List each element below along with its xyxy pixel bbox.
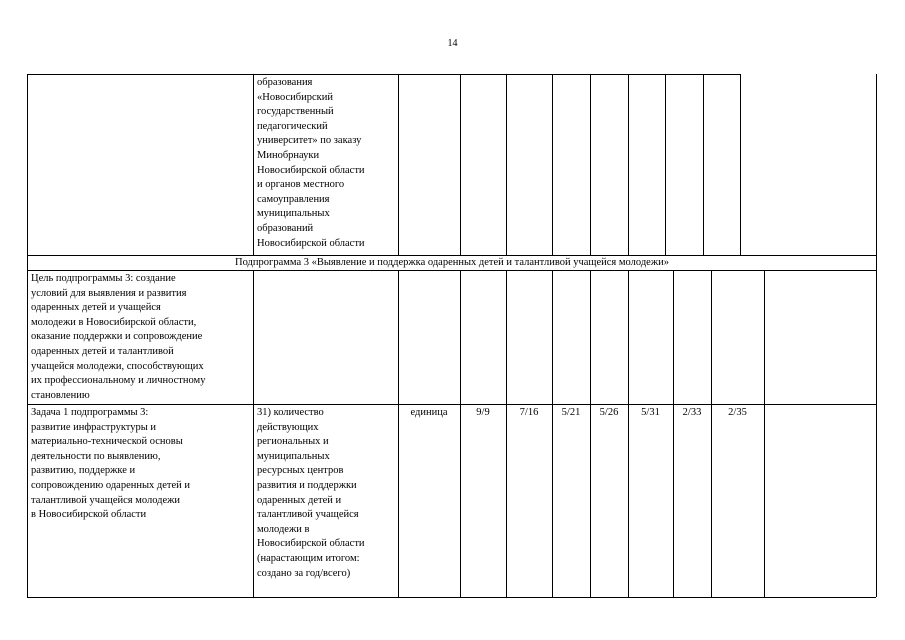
goal-cell: Цель подпрограммы 3: создание условий для выявления и развития одаренных детей и учащейся молодежи в Новосибирской области, оказание поддержки и сопровождение одаренных детей и талантливой учащейся молодежи, способствующих их профессиональному и личностному становлению bbox=[31, 273, 206, 401]
value-cell: 2/35 bbox=[728, 407, 747, 418]
column-divider bbox=[460, 74, 461, 255]
table-top-border bbox=[27, 74, 741, 75]
column-divider bbox=[460, 270, 461, 597]
column-divider bbox=[552, 270, 553, 597]
column-divider bbox=[398, 270, 399, 597]
column-divider bbox=[740, 74, 741, 255]
column-divider bbox=[711, 270, 712, 597]
subprogram-3-header: Подпрограмма 3 «Выявление и поддержка одаренных детей и талантливой учащейся молодежи» bbox=[235, 257, 669, 268]
value-cell: 9/9 bbox=[476, 407, 490, 418]
value-cell: 7/16 bbox=[519, 407, 539, 418]
column-divider bbox=[506, 74, 507, 255]
value-cell: 5/26 bbox=[599, 407, 619, 418]
column-divider bbox=[673, 270, 674, 597]
column-divider bbox=[398, 74, 399, 255]
column-divider bbox=[628, 74, 629, 255]
column-divider bbox=[703, 74, 704, 255]
value-cell: 5/31 bbox=[641, 407, 660, 418]
column-divider bbox=[628, 270, 629, 597]
table-right-border bbox=[876, 74, 877, 597]
column-divider bbox=[506, 270, 507, 597]
value-cell: 5/21 bbox=[561, 407, 581, 418]
column-divider bbox=[590, 270, 591, 597]
column-divider bbox=[590, 74, 591, 255]
column-divider bbox=[764, 270, 765, 597]
goal-row-bottom-border bbox=[27, 404, 876, 405]
task-cell: Задача 1 подпрограммы 3: развитие инфраструктуры и материально-технической основы деятельности по выявлению, развитию, поддержке и сопровождению одаренных детей и талантливой учащейся молодежи в Новосибирской области bbox=[31, 407, 191, 521]
value-cell: 2/33 bbox=[682, 407, 702, 418]
column-divider bbox=[552, 74, 553, 255]
column-divider bbox=[665, 74, 666, 255]
indicator-cell: 31) количество действующих региональных и муниципальных ресурсных центров развития и поддержки одаренных детей и талантливой учащейся молодежи в Новосибирской области (нарастающим итогом: создано за год/всего) bbox=[257, 407, 365, 579]
continuation-indicator-cell: образования «Новосибирский государственный педагогический университет» по заказу Минобрнауки Новосибирской области и органов местного самоуправления муниципальных образований Новосибирской области bbox=[257, 77, 365, 249]
table-bottom-border bbox=[27, 597, 876, 598]
unit-cell: единица bbox=[410, 407, 448, 418]
page-number: 14 bbox=[447, 38, 458, 49]
